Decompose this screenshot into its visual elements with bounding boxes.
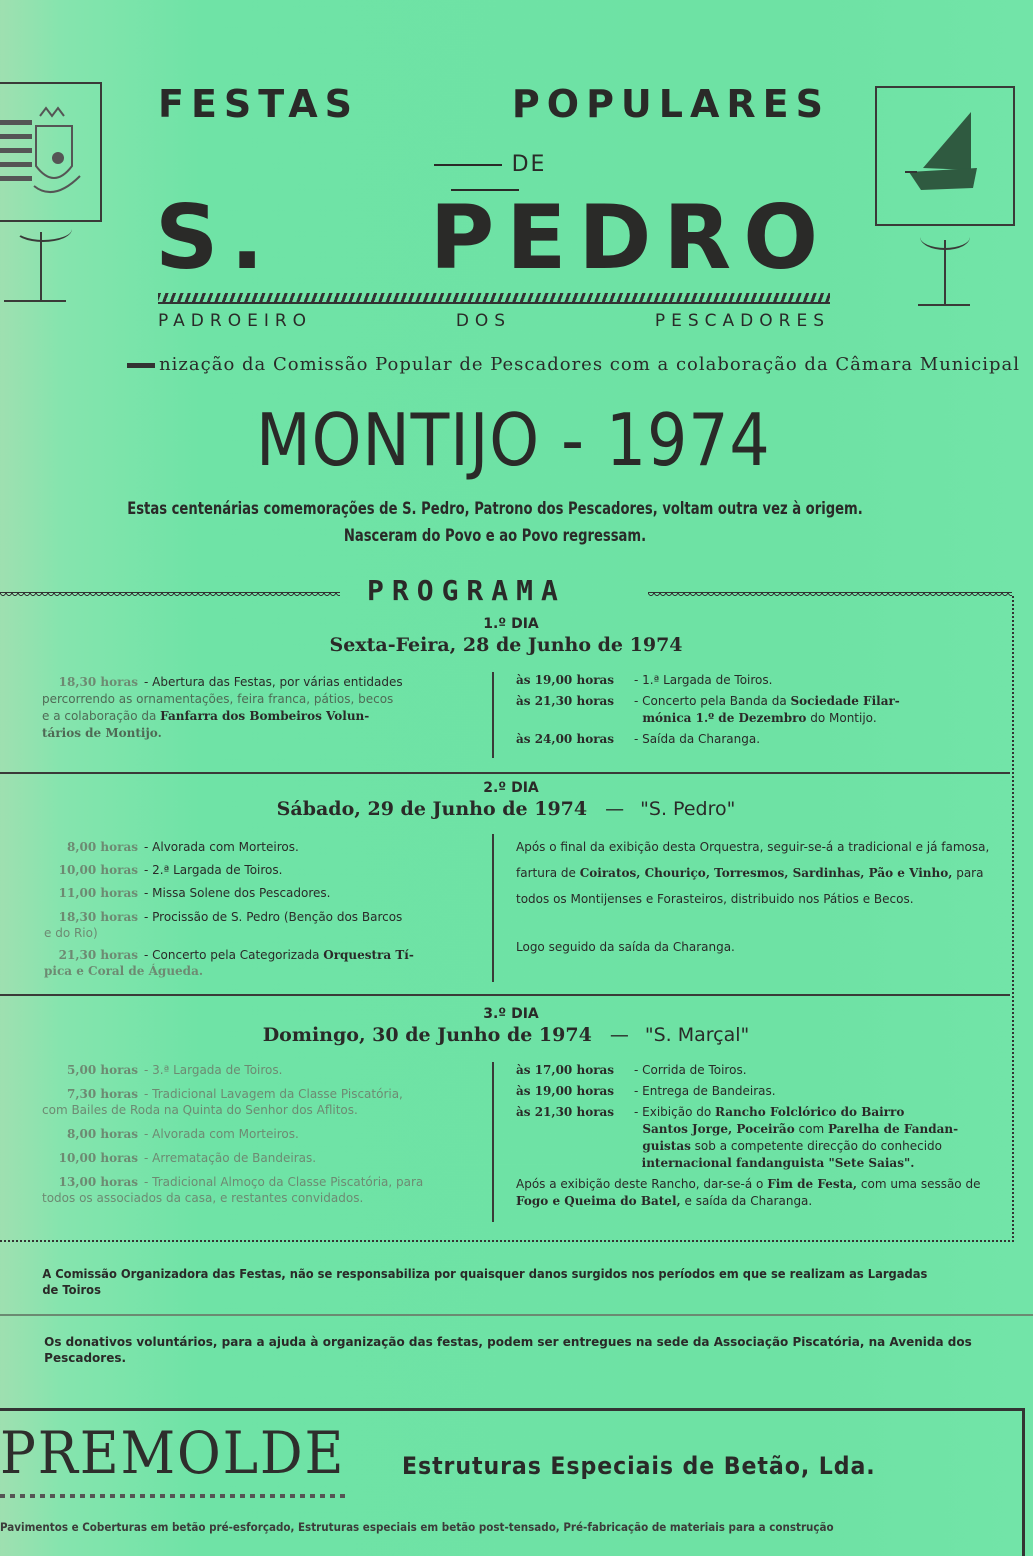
day-number: 1.º DIA: [483, 616, 539, 632]
left-stand-base: [4, 300, 66, 302]
decorative-chain-divider: [158, 293, 830, 304]
organization-line: nização da Comissão Popular de Pescadores com a colaboração da Câmara Municipal: [0, 354, 1020, 375]
day-date: Domingo, 30 de Junho de 1974 — "S. Marçal": [262, 1024, 750, 1046]
event-item: às 19,00 horas - 1.ª Largada de Toiros.: [516, 673, 773, 687]
event-item: 8,00 horas - Alvorada com Morteiros.: [67, 840, 299, 854]
right-stand-base: [918, 304, 970, 306]
advertiser-brand: PREMOLDE: [0, 1419, 346, 1487]
event-item: 10,00 horas - 2.ª Largada de Toiros.: [58, 863, 283, 877]
day-1-evening-events: [492, 672, 992, 758]
sailboat-icon: [901, 110, 981, 204]
event-item: 11,00 horas - Missa Solene dos Pescadores.: [58, 886, 331, 900]
day-3: [0, 1006, 1012, 1046]
fade-bar: [127, 363, 155, 368]
event-item: 18,30 horas - Procissão de S. Pedro (Benção dos Barcos e do Rio): [44, 910, 403, 940]
note-2: Os donativos voluntários, para a ajuda à organização das festas, podem ser entregues na sede da Associação Piscatória, na Avenida dos Pescadores.: [44, 1334, 972, 1365]
place-year-heading: MONTIJO - 1974: [256, 398, 771, 482]
event-item: 7,30 horas - Tradicional Lavagem da Classe Piscatória, com Bailes de Roda na Quinta do Senhor dos Aflitos.: [42, 1087, 403, 1117]
day-3-morning-events: [0, 1062, 475, 1206]
event-item: às 17,00 horas - Corrida de Toiros.: [516, 1063, 747, 1077]
day-divider: [0, 994, 1010, 996]
day-2-events: [0, 836, 475, 979]
brand-underline: [0, 1494, 350, 1498]
day-2: [0, 780, 1012, 820]
event-item: às 21,30 horas - Concerto pela Banda da Sociedade Filar- mónica 1.º de Dezembro do Montijo.: [516, 694, 900, 725]
fartura-paragraph: Após o final da exibição desta Orquestra, seguir-se-á a tradicional e já famosa, fartura de Coiratos, Chouriço, Torresmos, Sardinhas, Pão e Vinho, para todos os Montijenses e Forasteiros, distribuido nos Pátios e Becos.: [516, 840, 990, 906]
day-3-evening-events: [492, 1062, 992, 1222]
programa-heading: PROGRAMA: [367, 574, 566, 607]
day-number: 2.º DIA: [483, 780, 539, 796]
event-item: 10,00 horas - Arrematação de Bandeiras.: [58, 1151, 317, 1165]
saint-title: S. PEDRO: [155, 186, 830, 289]
note-1: A Comissão Organizadora das Festas, não se responsabiliza por quaisquer danos surgidos nos períodos em que se realizam as Largadas de Toiros: [42, 1266, 928, 1297]
coat-of-arms-icon: [0, 106, 90, 206]
title-connector: DE: [380, 152, 590, 202]
intro-text: Estas centenárias comemorações de S. Pedro, Patrono dos Pescadores, voltam outra vez à origem. Nasceram do Povo e ao Povo regressam.: [127, 499, 863, 546]
day-number: 3.º DIA: [483, 1006, 539, 1022]
advertiser-services: Pavimentos e Coberturas em betão pré-esforçado, Estruturas especiais em betão post-tensado, Pré-fabricação de materiais para a construção: [0, 1520, 834, 1534]
festival-subtitle: PADROEIRO DOS PESCADORES: [158, 311, 830, 331]
event-item: 5,00 horas - 3.ª Largada de Toiros.: [67, 1063, 283, 1077]
event-item: 13,00 horas - Tradicional Almoço da Classe Piscatória, para todos os associados da casa, e restantes convidados.: [42, 1175, 424, 1205]
left-stand: [40, 232, 42, 300]
event-item: 21,30 horas - Concerto pela Categorizada Orquestra Tí- pica e Coral de Águeda.: [44, 948, 414, 978]
sailboat-emblem: [875, 86, 1015, 226]
advertiser-tagline: Estruturas Especiais de Betão, Lda.: [402, 1452, 876, 1480]
day-2-evening-text: [492, 834, 992, 982]
closing-paragraph: Após a exibição deste Rancho, dar-se-á o Fim de Festa, com uma sessão de Fogo e Queima do Batel, e saída da Charanga.: [516, 1177, 981, 1208]
day-date: Sábado, 29 de Junho de 1974 — "S. Pedro": [276, 798, 736, 820]
event-item: às 19,00 horas - Entrega de Bandeiras.: [516, 1084, 776, 1098]
charanga-paragraph: Logo seguido da saída da Charanga.: [516, 940, 735, 954]
festival-title: FESTAS POPULARES: [158, 82, 830, 126]
day-date: Sexta-Feira, 28 de Junho de 1974: [329, 634, 683, 656]
event-item: às 21,30 horas - Exibição do Rancho Folclórico do Bairro Santos Jorge, Poceirão com Parelha de Fandan- guistas sob a competente direcção do conhecido internacional fandanguista "Sete Saias".: [516, 1105, 959, 1170]
day-1-morning-events: 18,30 horas - Abertura das Festas, por várias entidades percorrendo as ornamentações, feira franca, pátios, becos e a colaboração da Fanfarra dos Bombeiros Volun- tários de Montijo.: [0, 674, 475, 742]
coat-of-arms-emblem: [0, 82, 102, 222]
note-divider: [0, 1314, 1033, 1316]
event-item: às 24,00 horas - Saída da Charanga.: [516, 732, 761, 746]
left-stand-fork: [14, 216, 72, 242]
day-1: [0, 616, 1012, 656]
event-item: 8,00 horas - Alvorada com Morteiros.: [67, 1127, 299, 1141]
day-divider: [0, 772, 1010, 774]
right-stand: [944, 240, 946, 304]
dash-left: [434, 164, 502, 166]
event-item: 18,30 horas - Abertura das Festas, por várias entidades: [58, 675, 403, 689]
